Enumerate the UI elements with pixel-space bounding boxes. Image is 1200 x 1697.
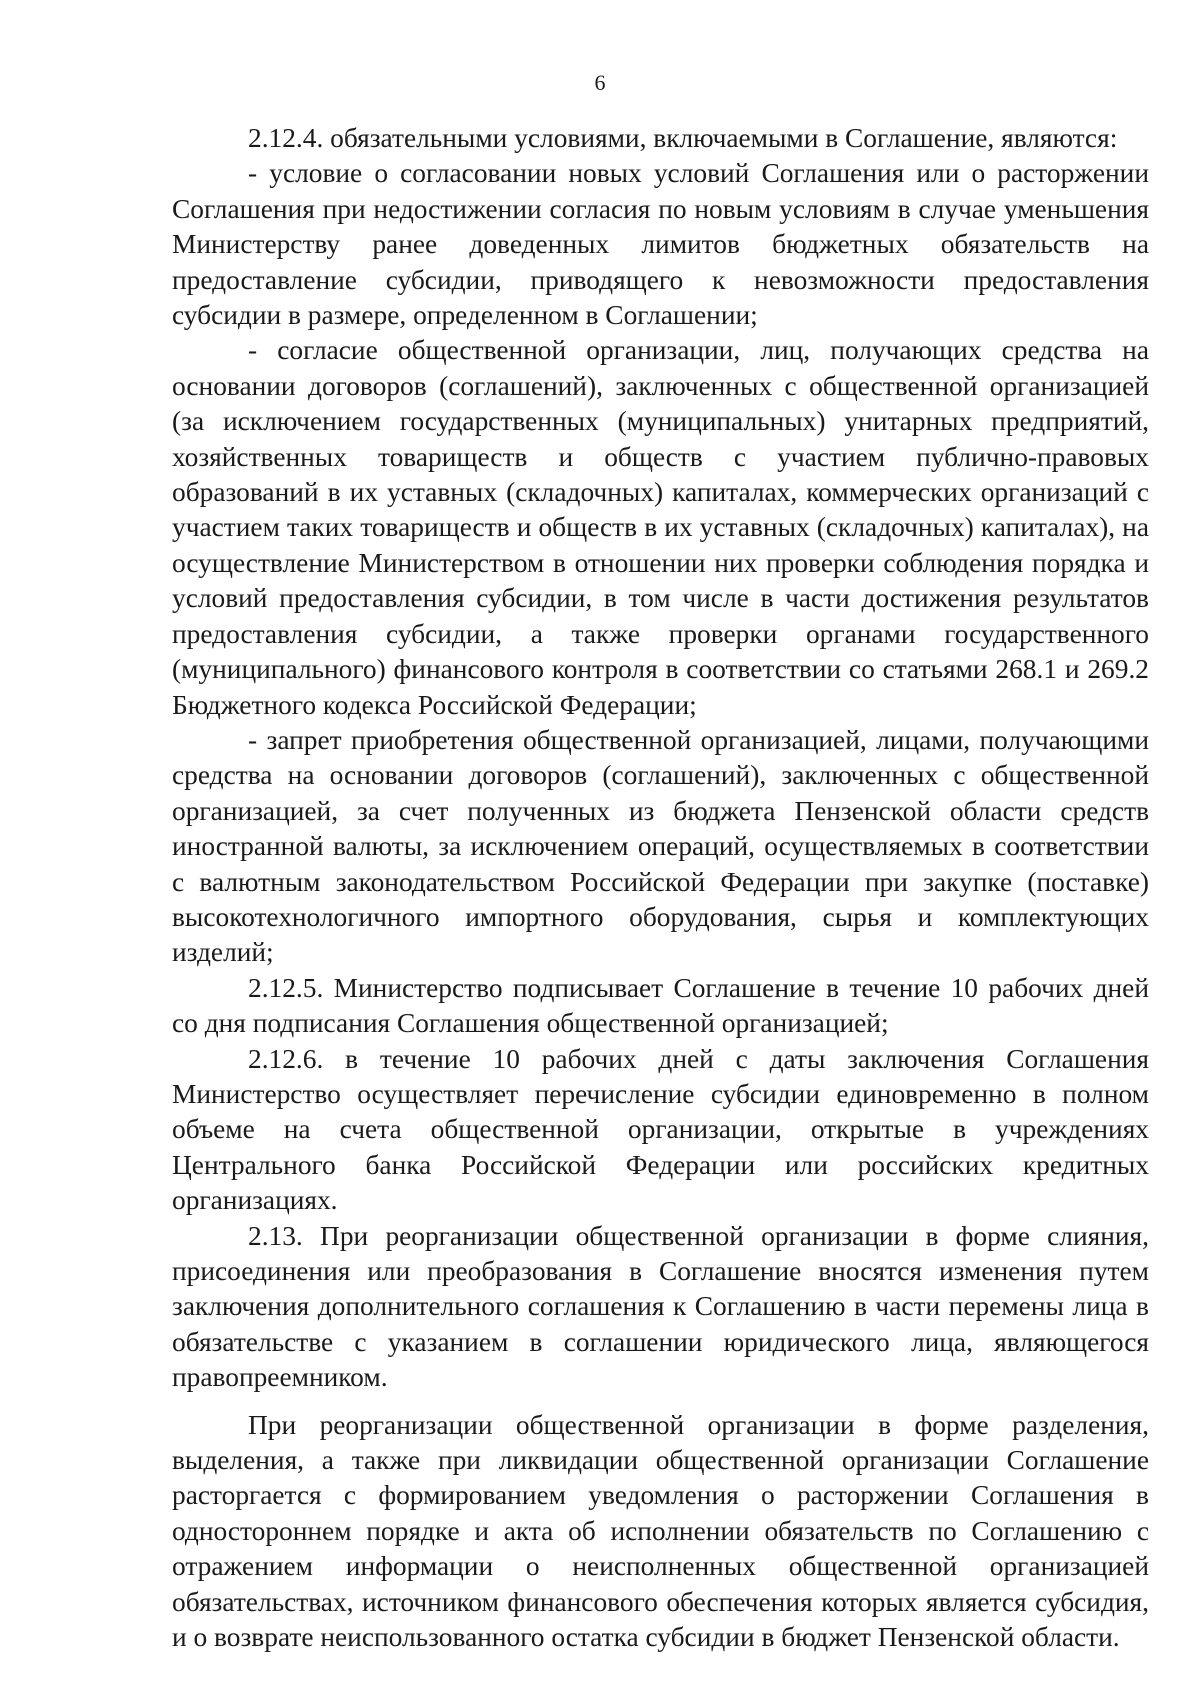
paragraph-reorganization-termination: При реорганизации общественной организации в форме разделения, выделения, а также при ликвидации общественной организации Соглашение расторгается с формированием уведомления о расторжении Соглашения в одностороннем порядке и акта об исполнении обязательств по Соглашению с отражением информации о неисполненных общественной организацией обязательствах, источником финансового обеспечения которых является субсидия, и о возврате неиспользованного остатка субсидии в бюджет Пензенской области. [172,1409,1149,1653]
paragraph-consent-to-inspection: - согласие общественной организации, лиц, получающих средства на основании договоров (соглашений), заключенных с общественной организацией (за исключением государственных (муниципальных) унитарных предприятий, хозяйственных товариществ и обществ с участием публично-правовых образований в их уставных (складочных) капиталах, коммерческих организаций с участием таких товариществ и обществ в их уставных (складочных) капиталах), на осуществление Министерством в отношении них проверки соблюдения порядка и условий предоставления субсидии, в том числе в части достижения результатов предоставления субсидии, а также проверки органами государственного (муниципального) финансового контроля в соответствии со статьями 268.1 и 269.2 Бюджетного кодекса Российской Федерации; [172,335,1149,720]
page-number: 6 [594,70,606,95]
paragraph-foreign-currency-ban: - запрет приобретения общественной организацией, лицами, получающими средства на основании договоров (соглашений), заключенных с общественной организацией, за счет полученных из бюджета Пензенской области средств иностранной валюты, за исключением операций, осуществляемых в соответствии с валютным законодательством Российской Федерации при закупке (поставке) высокотехнологичного импортного оборудования, сырья и комплектующих изделий; [172,724,1149,968]
paragraph-2-12-4-heading: 2.12.4. обязательными условиями, включаемыми в Соглашение, являются: [248,123,1118,153]
paragraph-2-12-5: 2.12.5. Министерство подписывает Соглашение в течение 10 рабочих дней со дня подписания Соглашения общественной организацией; [172,972,1149,1039]
paragraph-2-13: 2.13. При реорганизации общественной организации в форме слияния, присоединения или преобразования в Соглашение вносятся изменения путем заключения дополнительного соглашения к Соглашению в части перемены лица в обязательстве с указанием в соглашении юридического лица, являющегося правопреемником. [172,1220,1149,1393]
paragraph-2-12-6: 2.12.6. в течение 10 рабочих дней с даты заключения Соглашения Министерство осуществляет перечисление субсидии единовременно в полном объеме на счета общественной организации, открытые в учреждениях Центрального банка Российской Федерации или российских кредитных организациях. [172,1043,1149,1216]
document-body [172,121,1149,1655]
paragraph-condition-agreement-change: - условие о согласовании новых условий Соглашения или о расторжении Соглашения при недостижении согласия по новым условиям в случае уменьшения Министерству ранее доведенных лимитов бюджетных обязательств на предоставление субсидии, приводящего к невозможности предоставления субсидии в размере, определенном в Соглашении; [172,158,1149,331]
